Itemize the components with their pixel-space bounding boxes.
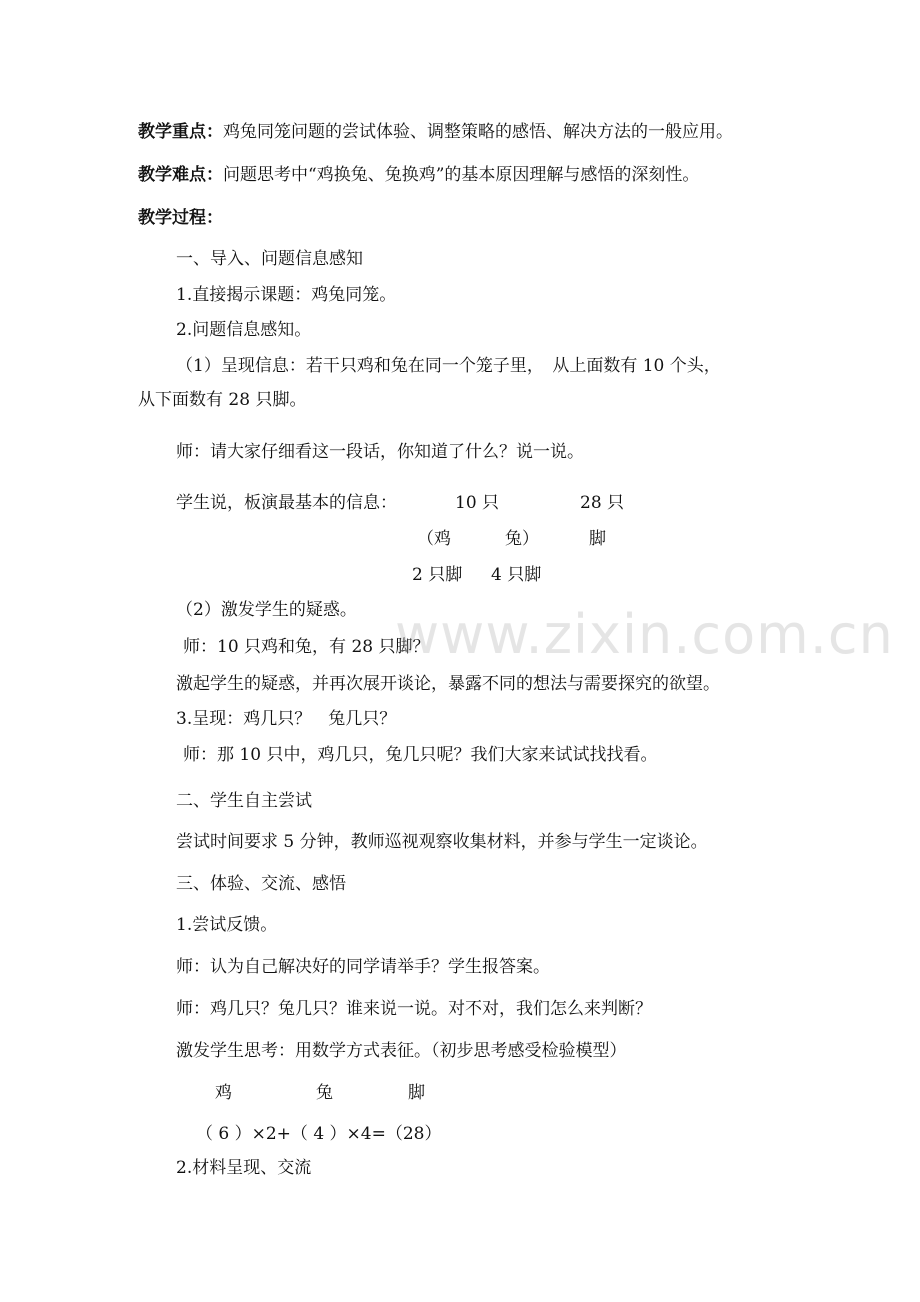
board-feet: 脚 (589, 529, 606, 549)
section1-para2: 2.问题信息感知。 (176, 320, 312, 340)
section1-para4: 师：请大家仔细看这一段话，你知道了什么？说一说。 (176, 442, 584, 462)
teaching-difficulty (138, 163, 699, 187)
teaching-difficulty-label: 教学难点： (138, 165, 223, 185)
section1-para5: （2）激发学生的疑惑。 (176, 600, 357, 620)
board-chicken: （鸡 (417, 529, 451, 549)
section1-para7: 激起学生的疑惑，并再次展开谈论，暴露不同的想法与需要探究的欲望。 (176, 674, 720, 694)
section3-para5: 2.材料呈现、交流 (176, 1158, 312, 1178)
teaching-process-label: 教学过程： (138, 208, 223, 228)
formula: （ 6 ）×2+（ 4 ）×4=（28） (196, 1124, 442, 1144)
board-rabbit: 兔） (505, 529, 539, 549)
board-rabbit-feet: 4 只脚 (491, 565, 542, 585)
section1-para3b: 从下面数有 28 只脚。 (138, 390, 307, 410)
section3-para3: 师：鸡几只？兔几只？谁来说一说。对不对，我们怎么来判断？ (176, 999, 652, 1019)
teaching-focus-text: 鸡兔同笼问题的尝试体验、调整策略的感悟、解决方法的一般应用。 (223, 122, 733, 142)
section1-para9: 师：那 10 只中，鸡几只，兔几只呢？我们大家来试试找找看。 (183, 745, 658, 765)
teaching-difficulty-text: 问题思考中“鸡换兔、兔换鸡”的基本原因理解与感悟的深刻性。 (223, 165, 700, 185)
section1-para1: 1.直接揭示课题：鸡兔同笼。 (176, 285, 397, 305)
watermark: www.zixin.com.cn (395, 603, 894, 666)
board-intro: 学生说，板演最基本的信息： (176, 493, 397, 513)
section2-para1: 尝试时间要求 5 分钟，教师巡视观察收集材料，并参与学生一定谈论。 (176, 832, 708, 852)
teaching-focus-label: 教学重点： (138, 122, 223, 142)
board-heads: 10 只 (455, 493, 500, 513)
section1-heading: 一、导入、问题信息感知 (176, 249, 363, 269)
formula-col-feet: 脚 (408, 1083, 425, 1103)
formula-col-rabbit: 兔 (316, 1083, 333, 1103)
section1-para6: 师：10 只鸡和兔，有 28 只脚？ (183, 637, 430, 657)
teaching-focus (138, 120, 733, 144)
section3-heading: 三、体验、交流、感悟 (176, 874, 346, 894)
section1-para8: 3.呈现：鸡几只？ 兔几只？ (176, 709, 397, 729)
formula-col-chicken: 鸡 (215, 1083, 232, 1103)
board-chicken-feet: 2 只脚 (412, 565, 463, 585)
section1-para3a: （1）呈现信息：若干只鸡和兔在同一个笼子里， 从上面数有 10 个头， (176, 356, 721, 376)
board-feet-total: 28 只 (580, 493, 625, 513)
section3-para1: 1.尝试反馈。 (176, 915, 278, 935)
section3-para4: 激发学生思考：用数学方式表征。（初步思考感受检验模型） (176, 1041, 627, 1061)
section3-para2: 师：认为自己解决好的同学请举手？学生报答案。 (176, 957, 550, 977)
section2-heading: 二、学生自主尝试 (176, 791, 312, 811)
